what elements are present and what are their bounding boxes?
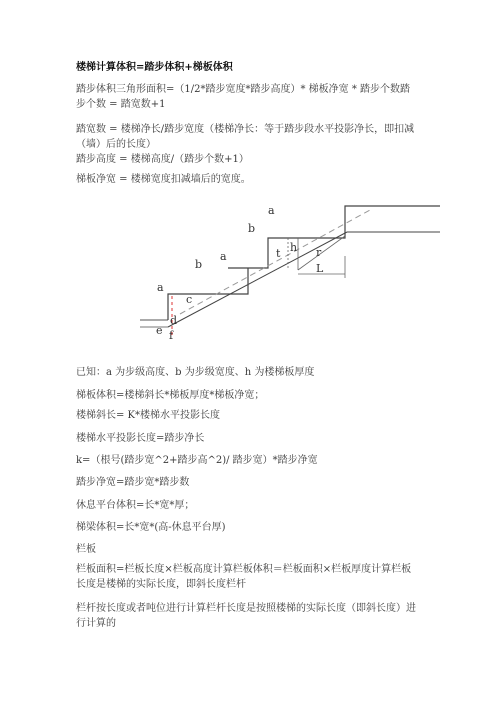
paragraph-beam-volume: 梯梁体积=长*宽*(高-休息平台厚) xyxy=(76,522,226,533)
label-t: t xyxy=(276,247,281,260)
heading-railing-panel: 栏板 xyxy=(76,544,96,555)
paragraph-slab-width: 梯板净宽 = 楼梯宽度扣减墙后的宽度。 xyxy=(76,174,251,185)
paragraph-railing-panel: 栏板面积=栏板长度×栏板高度计算栏板体积＝栏板面积×栏板厚度计算栏板长度是楼梯的实际长度，即斜长度栏杆 xyxy=(76,564,412,590)
page-title: 楼梯计算体积=踏步体积+梯板体积 xyxy=(76,62,233,73)
paragraph-step-volume: 踏步体积三角形面积=（1/2*踏步宽度*踏步高度）* 梯板净宽 * 踏步个数踏步个数 = 踏宽数+1 xyxy=(76,84,411,110)
label-b-mid: b xyxy=(195,258,203,271)
paragraph-known: 已知：a 为步级高度、b 为步级宽度、h 为楼梯板厚度 xyxy=(76,367,315,378)
label-e: e xyxy=(156,324,163,337)
paragraph-railing: 栏杆按长度或者吨位进行计算栏杆长度是按照楼梯的实际长度（即斜长度）进行计算的 xyxy=(76,603,416,629)
label-r: r xyxy=(316,246,322,259)
label-a-top: a xyxy=(268,204,275,217)
label-f: f xyxy=(169,329,174,341)
paragraph-tread-count: 踏宽数 = 楼梯净长/踏步宽度（楼梯净长：等于踏步段水平投影净长，即扣减（墙）后的长度） xyxy=(76,124,415,150)
paragraph-horizontal-length: 楼梯水平投影长度=踏步净长 xyxy=(76,433,205,444)
paragraph-landing-volume: 休息平台体积=长*宽*厚； xyxy=(76,500,195,511)
paragraph-stair-length: 楼梯斜长= K*楼梯水平投影长度 xyxy=(76,410,221,421)
paragraph-k-formula: k=（根号(踏步宽^2+踏步高^2)/ 踏步宽）*踏步净宽 xyxy=(76,455,318,466)
slope-dashed-line xyxy=(180,210,370,314)
label-L: L xyxy=(316,262,324,275)
label-d: d xyxy=(170,314,178,327)
paragraph-step-net-width: 踏步净宽=踏步宽*踏步数 xyxy=(76,477,190,488)
stair-section-diagram xyxy=(140,196,440,341)
label-h: h xyxy=(290,241,298,254)
paragraph-slab-volume: 梯板体积=楼梯斜长*梯板厚度*梯板净宽； xyxy=(76,390,265,401)
paragraph-step-height: 踏步高度 = 楼梯高度/（踏步个数+1） xyxy=(76,154,249,165)
label-c: c xyxy=(186,293,193,306)
label-a-low: a xyxy=(157,281,164,294)
label-a-mid: a xyxy=(220,250,227,263)
stair-step-profile xyxy=(168,206,440,320)
label-b-top: b xyxy=(248,222,256,235)
